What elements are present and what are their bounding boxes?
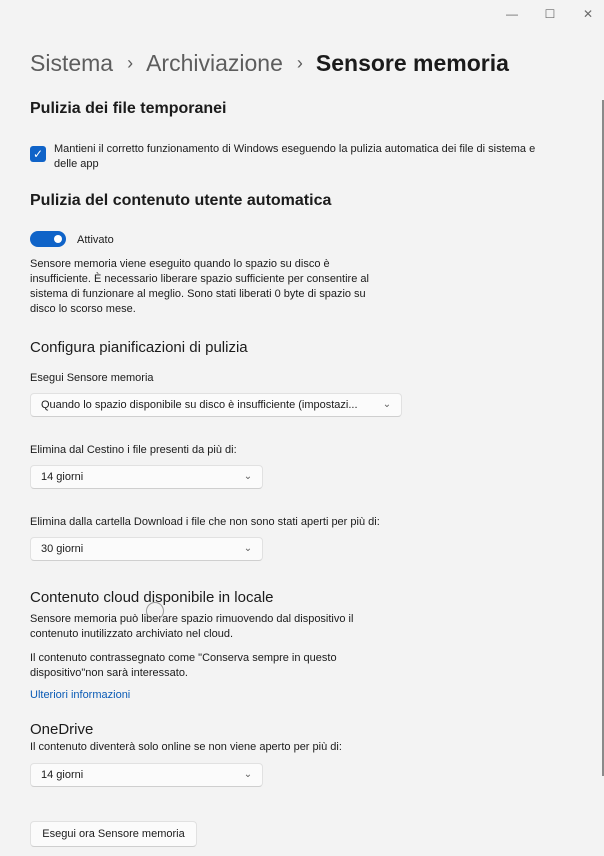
close-button[interactable]: ✕ bbox=[582, 7, 594, 21]
downloads-value: 30 giorni bbox=[41, 543, 84, 555]
onedrive-dropdown[interactable] bbox=[30, 763, 263, 787]
breadcrumb-chevron-icon: › bbox=[296, 52, 303, 73]
recycle-bin-value: 14 giorni bbox=[41, 471, 84, 483]
auto-cleanup-description: Sensore memoria viene eseguito quando lo spazio su disco è insufficiente. È necessario liberare spazio sufficiente per consentire al sistema di funzionare al meglio. Sono stati liberati 0 byte di spazio su disco lo scorso mese. bbox=[30, 258, 369, 315]
recycle-bin-label: Elimina dal Cestino i file presenti da più di: bbox=[30, 444, 237, 456]
recycle-bin-dropdown[interactable] bbox=[30, 465, 263, 489]
onedrive-heading: OneDrive bbox=[30, 721, 94, 738]
chevron-down-icon: ⌄ bbox=[382, 399, 392, 410]
toggle-knob bbox=[54, 235, 62, 243]
onedrive-value: 14 giorni bbox=[41, 769, 84, 781]
temp-files-heading: Pulizia dei file temporanei bbox=[30, 100, 227, 117]
downloads-dropdown[interactable] bbox=[30, 537, 263, 561]
more-info-link[interactable]: Ulteriori informazioni bbox=[30, 689, 131, 701]
schedules-heading: Configura pianificazioni di pulizia bbox=[30, 339, 248, 356]
minimize-button[interactable]: — bbox=[506, 7, 518, 21]
breadcrumb-chevron-icon: › bbox=[127, 52, 134, 73]
onedrive-label: Il contenuto diventerà solo online se non viene aperto per più di: bbox=[30, 741, 342, 753]
run-sensor-value: Quando lo spazio disponibile su disco è insufficiente (impostazi... bbox=[41, 399, 358, 411]
downloads-label: Elimina dalla cartella Download i file che non sono stati aperti per più di: bbox=[30, 516, 380, 528]
chevron-down-icon: ⌄ bbox=[243, 769, 253, 780]
breadcrumb-sistema[interactable]: Sistema bbox=[30, 49, 114, 76]
temp-files-checkbox-label: Mantieni il corretto funzionamento di Windows eseguendo la pulizia automatica dei file di sistema e delle app bbox=[54, 143, 536, 170]
run-sensor-dropdown[interactable] bbox=[30, 393, 402, 417]
auto-cleanup-toggle[interactable] bbox=[30, 231, 66, 247]
auto-cleanup-heading: Pulizia del contenuto utente automatica bbox=[30, 192, 332, 209]
cloud-note: Il contenuto contrassegnato come "Conserva sempre in questo dispositivo"non sarà interessato. bbox=[30, 652, 337, 679]
page-title: Sensore memoria bbox=[315, 49, 509, 76]
checkmark-icon: ✓ bbox=[32, 147, 44, 161]
toggle-state-label: Attivato bbox=[77, 234, 114, 246]
run-now-button[interactable]: Esegui ora Sensore memoria bbox=[30, 821, 197, 847]
cloud-description: Sensore memoria può liberare spazio rimuovendo dal dispositivo il contenuto inutilizzato archiviato nel cloud. bbox=[30, 613, 354, 640]
temp-files-checkbox[interactable] bbox=[30, 146, 46, 162]
cloud-heading: Contenuto cloud disponibile in locale bbox=[30, 589, 274, 606]
maximize-button[interactable]: ☐ bbox=[544, 7, 556, 21]
chevron-down-icon: ⌄ bbox=[243, 543, 253, 554]
breadcrumb-archiviazione[interactable]: Archiviazione bbox=[146, 49, 283, 76]
run-sensor-label: Esegui Sensore memoria bbox=[30, 372, 154, 384]
chevron-down-icon: ⌄ bbox=[243, 471, 253, 482]
busy-cursor-icon bbox=[146, 602, 164, 620]
breadcrumb bbox=[30, 48, 509, 78]
